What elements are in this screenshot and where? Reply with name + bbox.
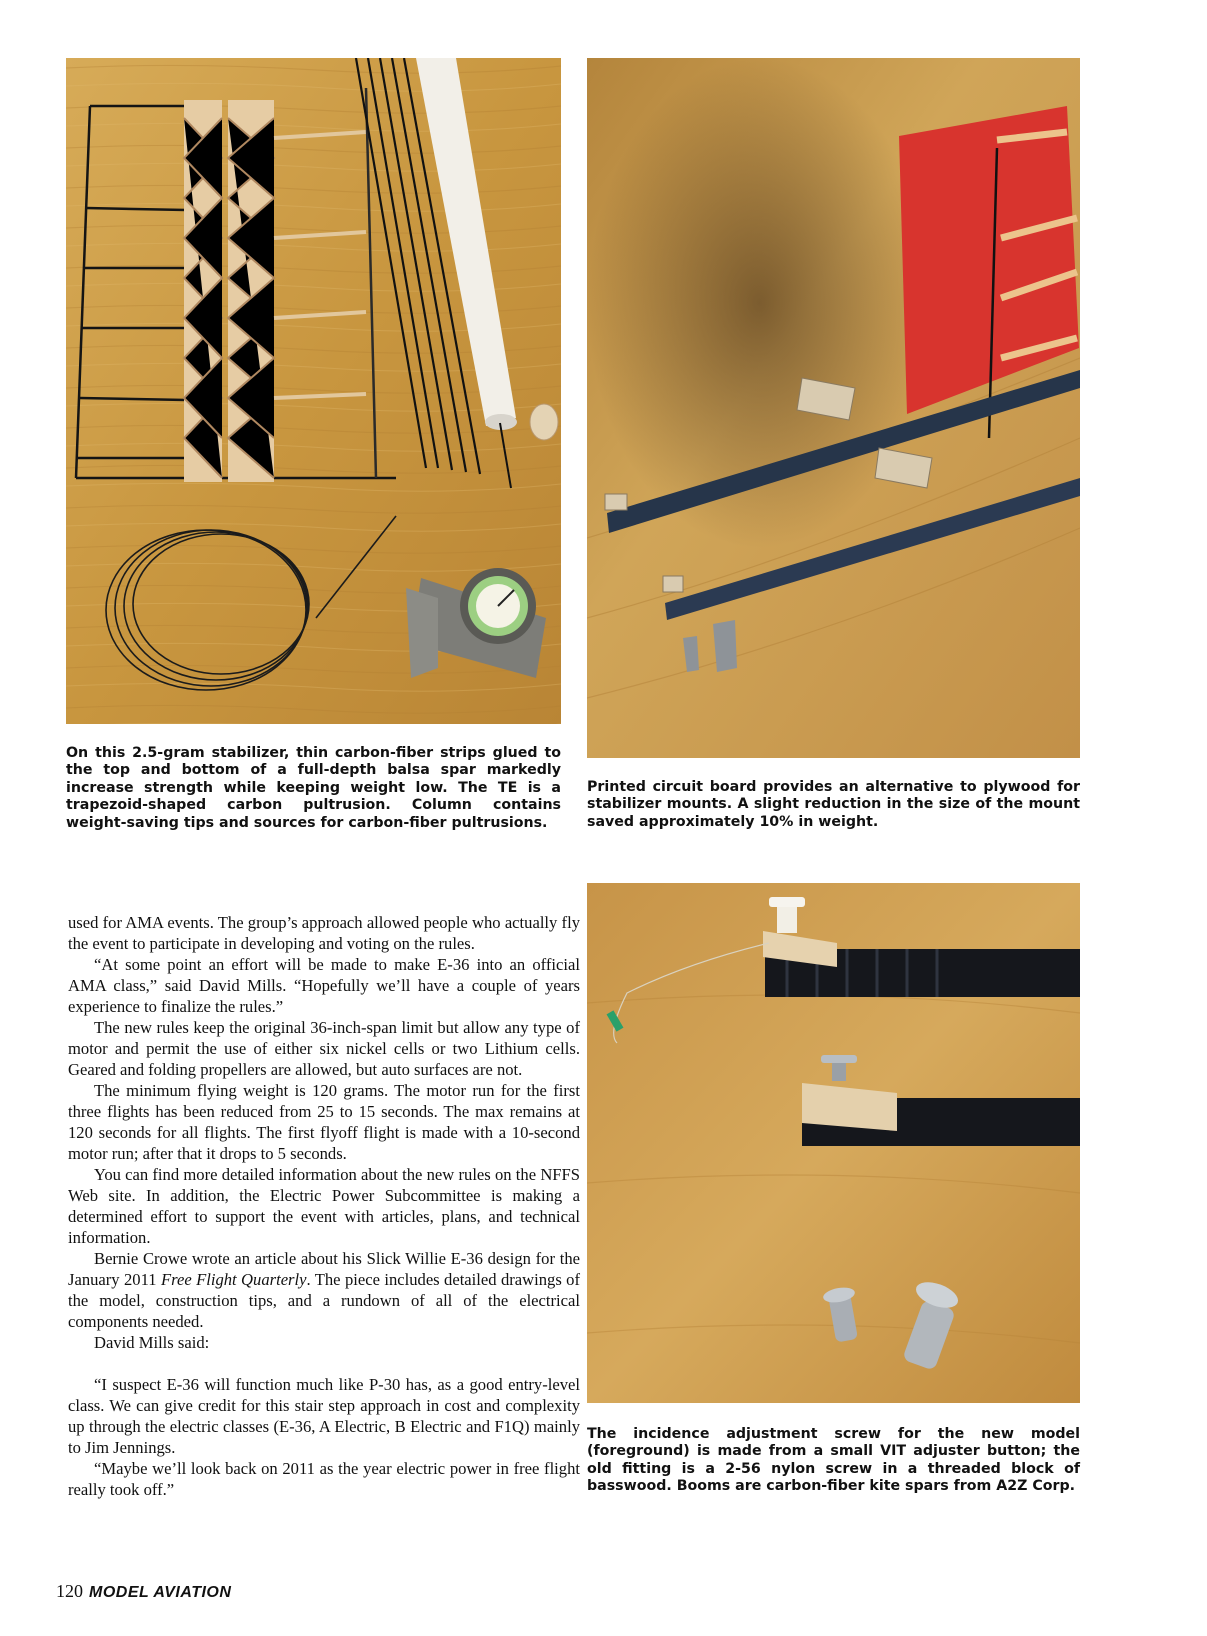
caption-text: The incidence adjustment screw for the new model (foreground) is made from a small VIT adjuster button; the old fitting is a 2-56 nylon screw in a threaded block of basswood. Booms are carbon-fiber kite spars from [587, 1426, 1080, 1495]
photo-stabilizer-parts [66, 58, 561, 724]
caption-stabilizer: On this 2.5-gram stabilizer, thin carbon-fiber strips glued to the top and bottom of a full-depth balsa spar markedly increase strength while keeping weight low. The TE is a trapezoid-shaped carbon pultrusion. Column contains weight-saving tips and sources for carbon-fiber pultrusions. [66, 745, 561, 831]
caption-incidence [587, 1426, 1080, 1496]
caption-mounts: Printed circuit board provides an alternative to plywood for stabilizer mounts. A slight reduction in the size of the mount saved approximately 10% in weight. [587, 779, 1080, 830]
quote-paragraph: “I suspect E-36 will function much like P-30 has, as a good entry-level class. We can give credit for this stair step approach in cost and complexity up through the electric classes (E-36, A Electric, B Electric and F1Q) mainly to Jim Jennings. [68, 1375, 580, 1457]
stabilizer-parts-image [66, 58, 561, 724]
article-paragraph: You can find more detailed information about the new rules on the NFFS Web site. In addition, the Electric Power Subcommittee is making a determined effort to support the event with articles, plans, and technical information. [68, 1165, 580, 1247]
brand-name: A2Z [996, 1478, 1028, 1495]
photo-incidence-screws [587, 883, 1080, 1403]
page-footer [56, 1581, 231, 1602]
caption-text: Corp. [1027, 1478, 1076, 1495]
article-body [68, 912, 580, 1500]
article-paragraph: used for AMA events. The group’s approach allowed people who actually fly the event to participate in developing and voting on the rules. [68, 913, 580, 953]
balsa-truss-left [184, 100, 222, 482]
page-number: 120 [56, 1581, 83, 1601]
magazine-name: MODEL AVIATION [89, 1584, 232, 1601]
article-paragraph: David Mills said: [94, 1333, 210, 1352]
article-paragraph: “At some point an effort will be made to make E-36 into an official AMA class,” said David Mills. “Hopefully we’ll have a couple of years experience to finalize the rules.” [68, 955, 580, 1016]
article-text: Bernie Crowe wrote an article about his Slick Willie E-36 design for the January 2011 [68, 1249, 580, 1289]
publication-title: Free Flight Quarterly [160, 1270, 307, 1289]
photo-stabilizer-mounts [587, 58, 1080, 758]
quote-paragraph: “Maybe we’ll look back on 2011 as the year electric power in free flight really took off.” [68, 1459, 580, 1499]
article-text: . The piece includes detailed drawings of the model, construction tips, and a rundown of all of the electrical components needed. [68, 1270, 581, 1331]
article-paragraph [68, 1248, 580, 1332]
incidence-screws-image [587, 883, 1080, 1403]
stabilizer-mounts-image [587, 58, 1080, 758]
balsa-truss-right [228, 100, 274, 482]
article-paragraph: The new rules keep the original 36-inch-span limit but allow any type of motor and permit the use of either six nickel cells or two Lithium cells. Geared and folding propellers are allowed, but auto surfaces are not. [68, 1018, 580, 1079]
article-paragraph: The minimum flying weight is 120 grams. The motor run for the first three flights has been reduced from 25 to 15 seconds. The max remains at 120 seconds for all flights. The first flyoff flight is made with a 10-second motor run; after that it drops to 5 seconds. [68, 1081, 580, 1163]
